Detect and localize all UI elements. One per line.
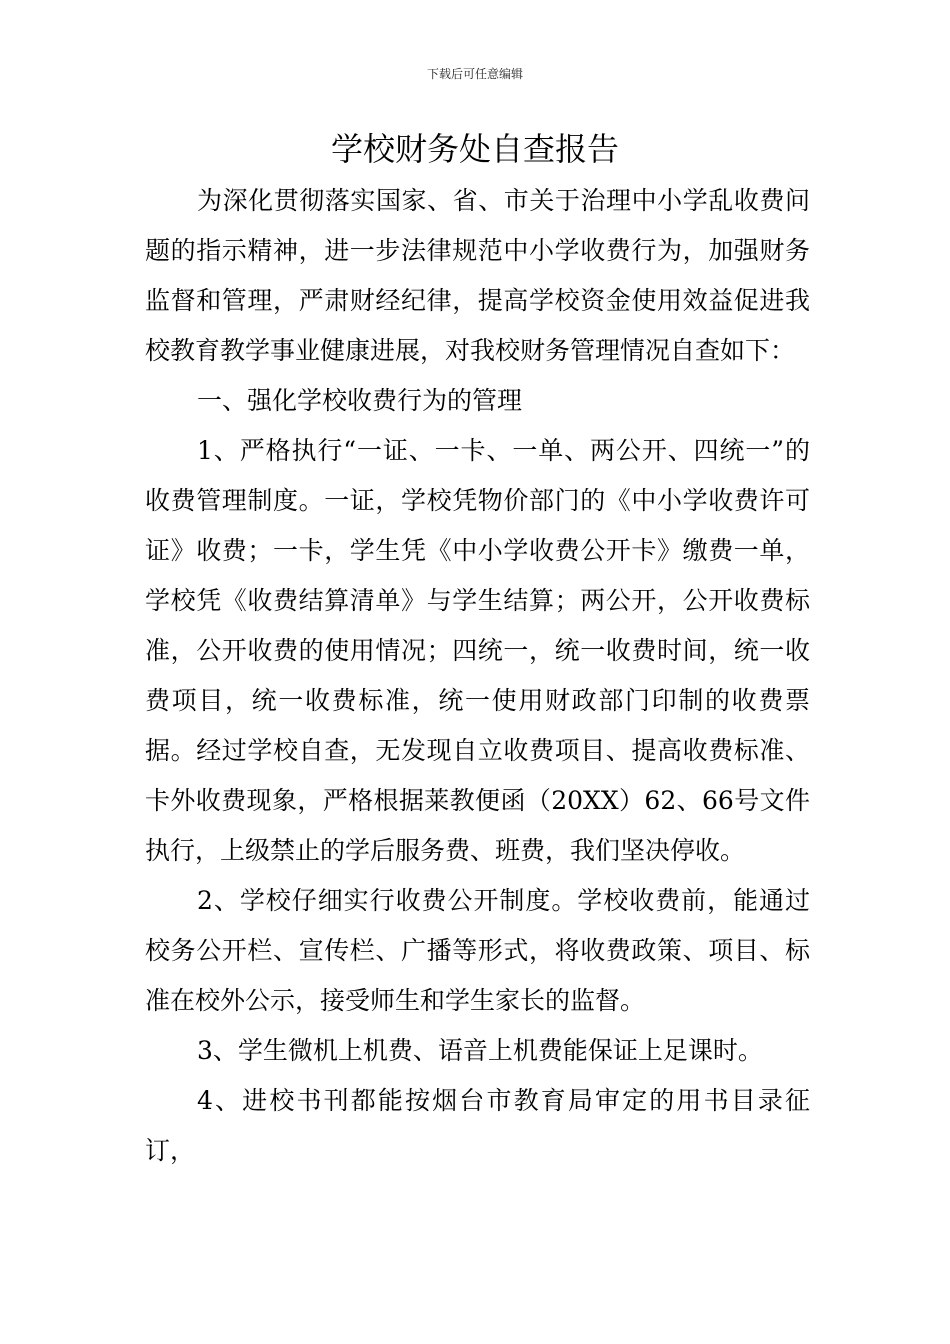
document-body <box>145 176 810 1176</box>
paragraph-item-4: 4、进校书刊都能按烟台市教育局审定的用书目录征订， <box>145 1086 810 1165</box>
paragraph-item-1: 1、严格执行“一证、一卡、一单、两公开、四统一”的收费管理制度。一证，学校凭物价部门的《中小学收费许可证》收费；一卡，学生凭《中小学收费公开卡》缴费一单，学校凭《收费结算清单》与学生结算；两公开，公开收费标准，公开收费的使用情况；四统一，统一收费时间，统一收费项目，统一收费标准，统一使用财政部门印制的收费票据。经过学校自查，无发现自立收费项目、提高收费标准、卡外收费现象，严格根据莱教便函（20XX）62、66号文件执行，上级禁止的学后服务费、班费，我们坚决停收。 <box>145 436 810 865</box>
page-header-note: 下载后可任意编辑 <box>426 67 523 81</box>
document-title: 学校财务处自查报告 <box>330 130 619 168</box>
section-heading-1: 一、强化学校收费行为的管理 <box>197 386 523 415</box>
paragraph-item-3: 3、学生微机上机费、语音上机费能保证上足课时。 <box>197 1036 763 1065</box>
paragraph-intro: 为深化贯彻落实国家、省、市关于治理中小学乱收费问题的指示精神，进一步法律规范中小学收费行为，加强财务监督和管理，严肃财经纪律，提高学校资金使用效益促进我校教育教学事业健康进展，对我校财务管理情况自查如下： <box>145 186 810 365</box>
paragraph-item-2: 2、学校仔细实行收费公开制度。学校收费前，能通过校务公开栏、宣传栏、广播等形式，将收费政策、项目、标准在校外公示，接受师生和学生家长的监督。 <box>145 886 810 1015</box>
